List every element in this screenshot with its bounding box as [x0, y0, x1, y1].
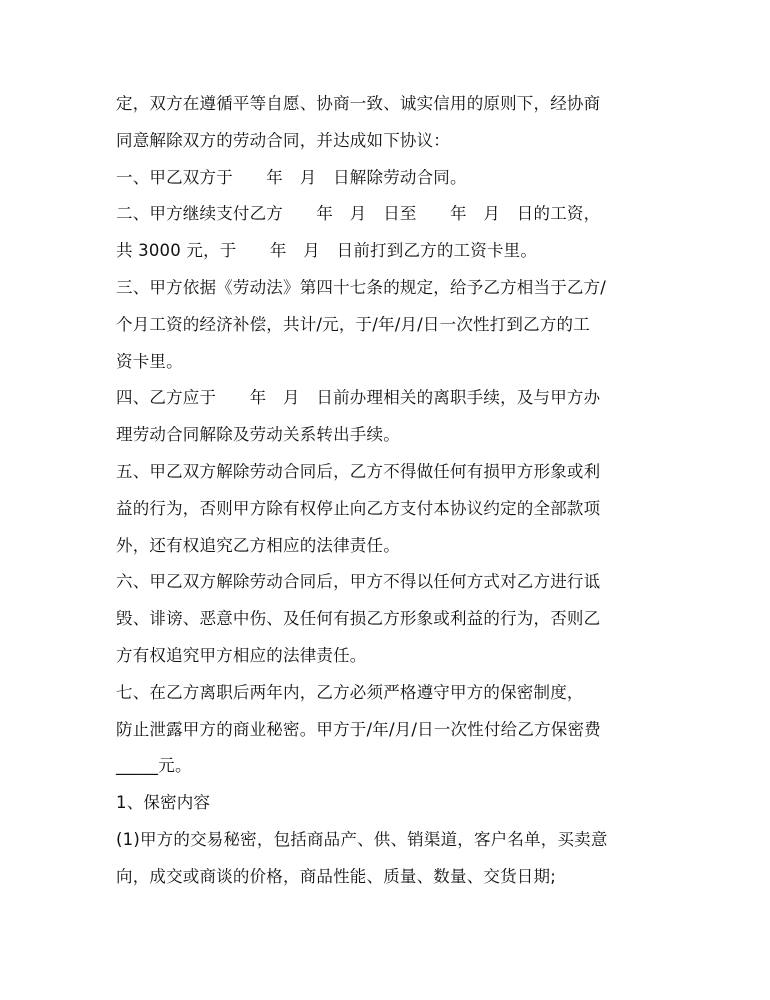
text-line: 理劳动合同解除及劳动关系转出手续。 — [116, 425, 400, 445]
text-line: 外，还有权追究乙方相应的法律责任。 — [116, 535, 400, 555]
text-line: 个月工资的经济补偿，共计/元，于/年/月/日一次性打到乙方的工 — [116, 314, 590, 334]
text-line: 资卡里。 — [116, 351, 183, 371]
clause-4: 四、乙方应于 年 月 日前办理相关的离职手续，及与甲方办 — [116, 388, 601, 408]
text-line: _____元。 — [116, 756, 192, 776]
clause-7: 七、在乙方离职后两年内，乙方必须严格遵守甲方的保密制度， — [116, 682, 584, 702]
text-line: 方有权追究甲方相应的法律责任。 — [116, 645, 367, 665]
clause-2: 二、甲方继续支付乙方 年 月 日至 年 月 日的工资， — [116, 204, 601, 224]
clause-5: 五、甲乙双方解除劳动合同后，乙方不得做任何有损甲方形象或利 — [116, 461, 601, 481]
clause-6: 六、甲乙双方解除劳动合同后，甲方不得以任何方式对乙方进行诋 — [116, 572, 601, 592]
document-body — [116, 86, 656, 896]
text-line: 同意解除双方的劳动合同，并达成如下协议： — [116, 130, 450, 150]
clause-3: 三、甲方依据《劳动法》第四十七条的规定，给予乙方相当于乙方/ — [116, 277, 607, 297]
text-line: 益的行为，否则甲方除有权停止向乙方支付本协议约定的全部款项 — [116, 498, 601, 518]
clause-1: 一、甲乙双方于 年 月 日解除劳动合同。 — [116, 167, 467, 187]
text-line: 向，成交或商谈的价格，商品性能、质量、数量、交货日期; — [116, 866, 556, 886]
text-line: (1)甲方的交易秘密，包括商品产、供、销渠道，客户名单，买卖意 — [116, 829, 608, 849]
text-line: 毁、诽谤、恶意中伤、及任何有损乙方形象或利益的行为，否则乙 — [116, 609, 601, 629]
text-line: 共 3000 元，于 年 月 日前打到乙方的工资卡里。 — [116, 241, 538, 261]
section-heading: 1、保密内容 — [116, 793, 211, 813]
text-line: 定，双方在遵循平等自愿、协商一致、诚实信用的原则下，经协商 — [116, 94, 601, 113]
text-line: 防止泄露甲方的商业秘密。甲方于/年/月/日一次性付给乙方保密费 — [116, 719, 601, 739]
